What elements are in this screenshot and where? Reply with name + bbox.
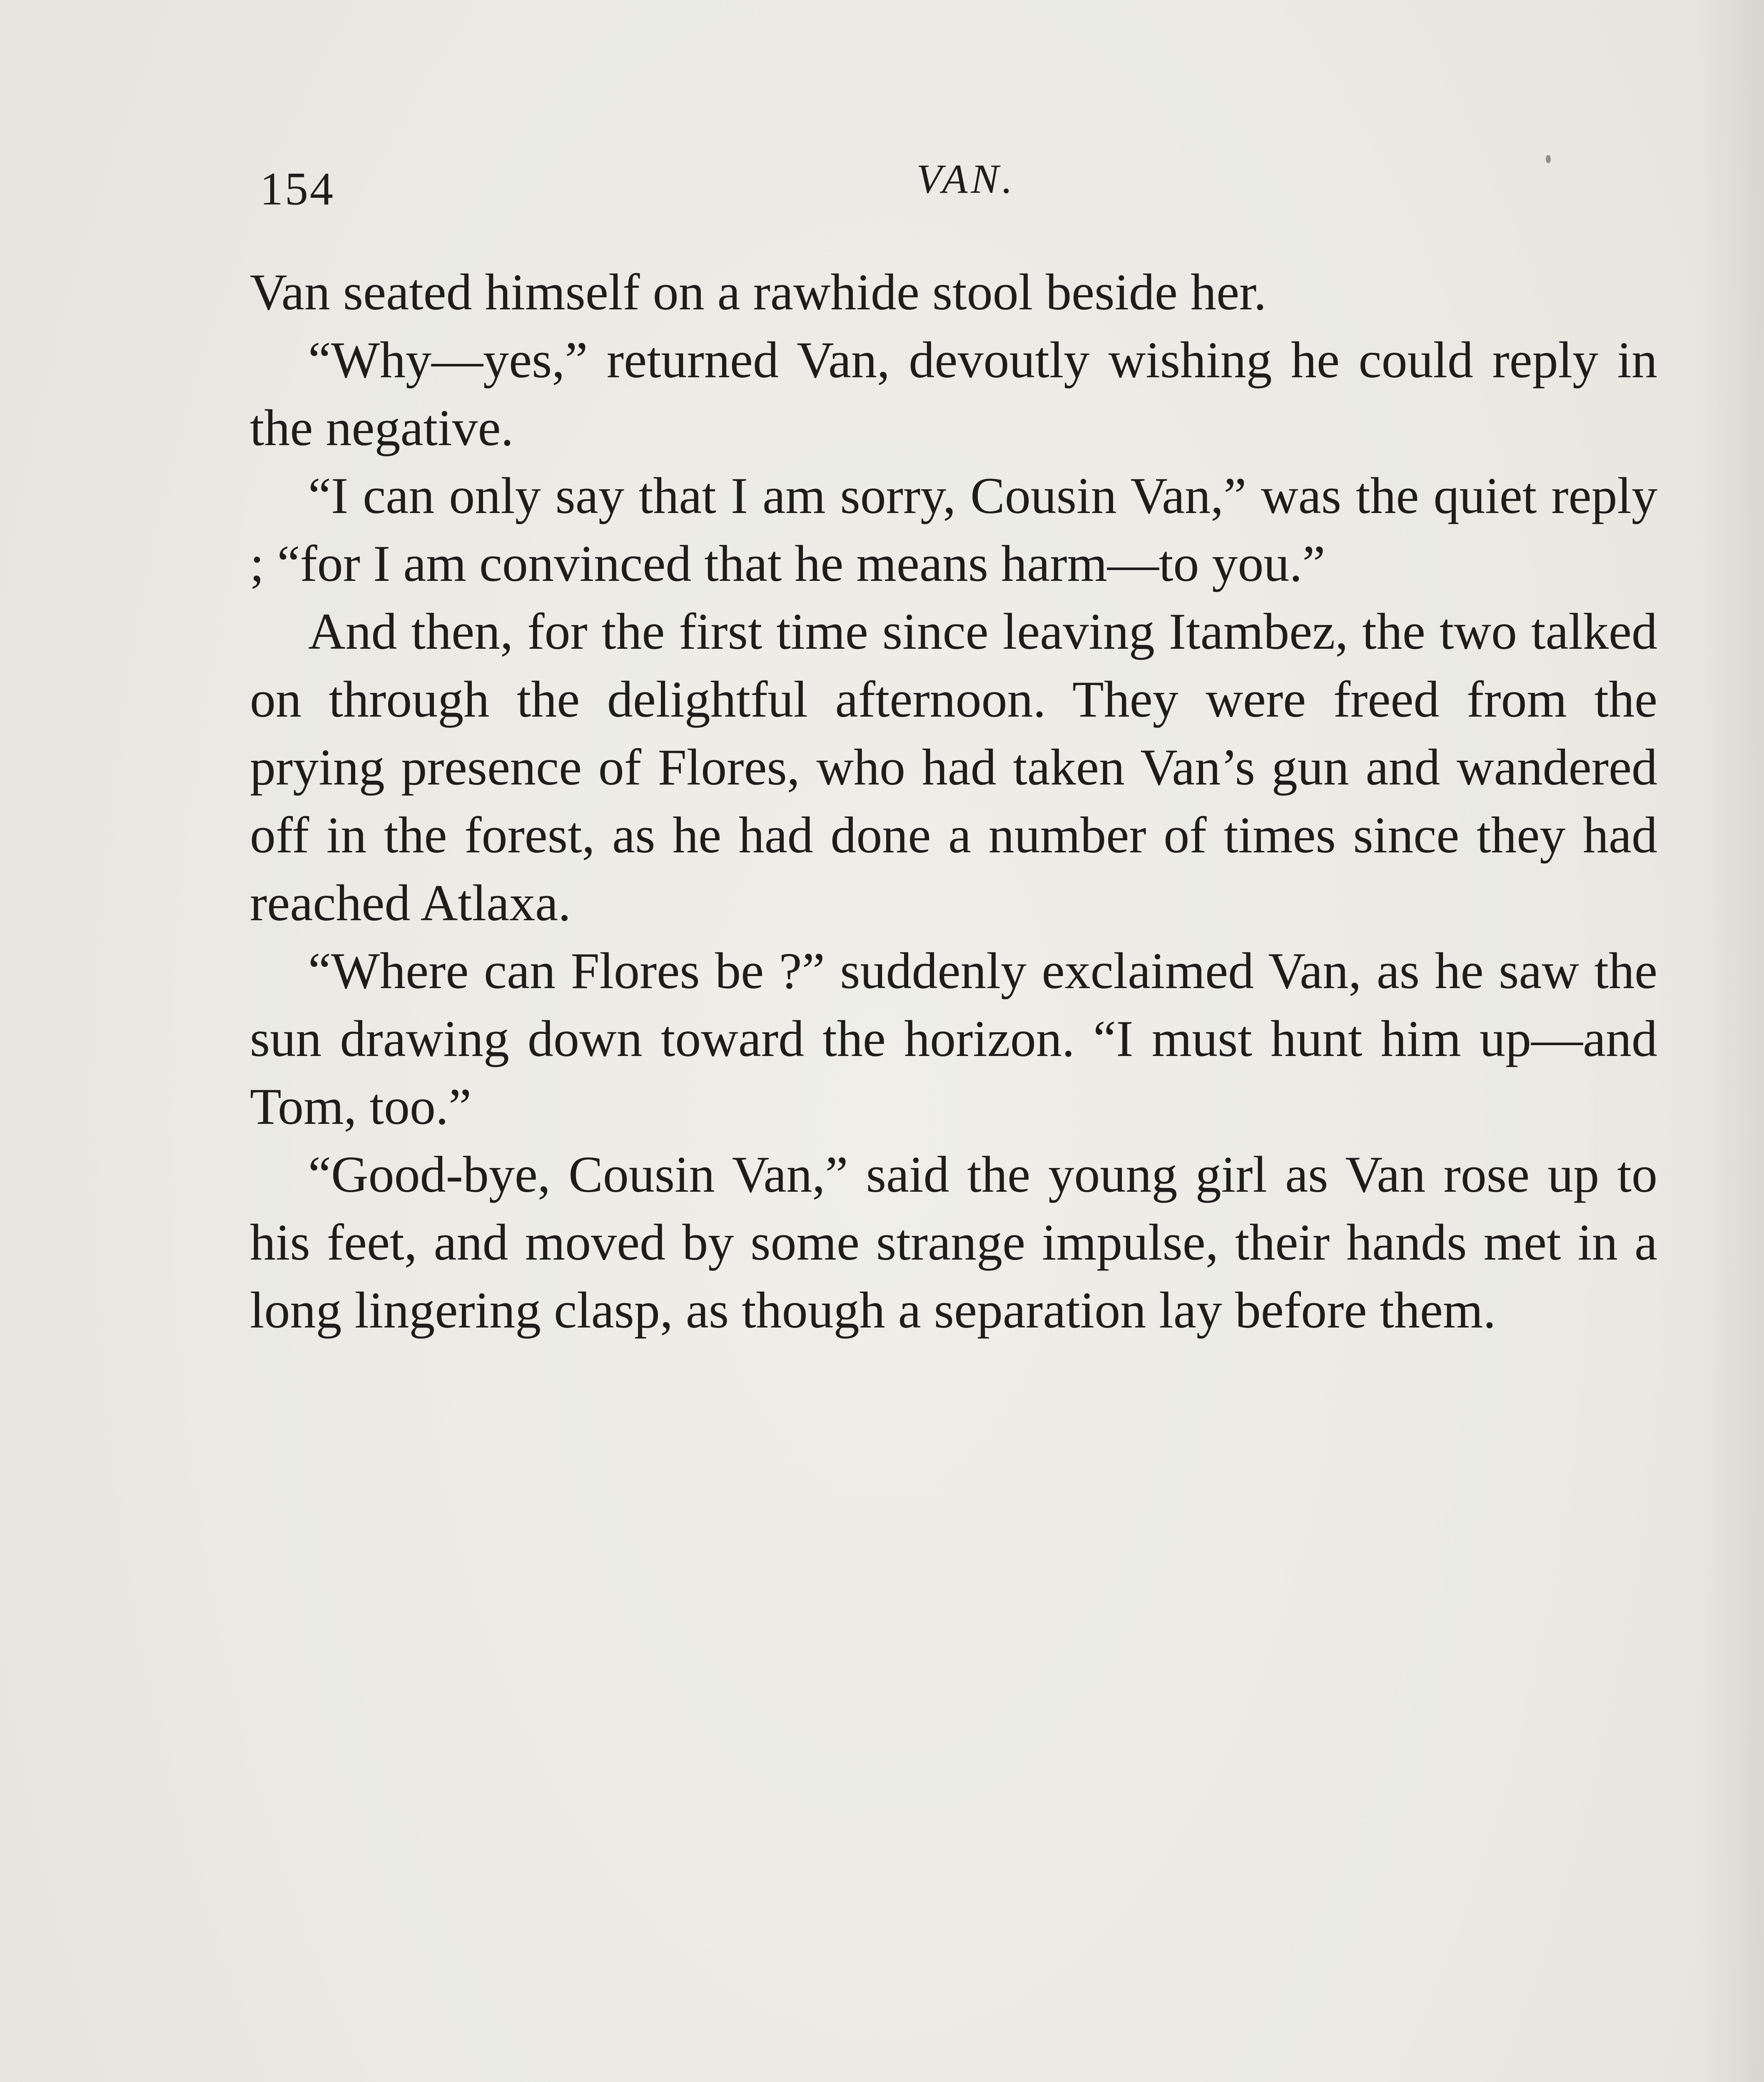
paragraph: “Why—yes,” returned Van, devoutly wishing he could reply in the negative.: [250, 331, 1657, 456]
running-head: [250, 156, 1657, 221]
paper-speck: [1546, 155, 1551, 163]
running-title: VAN.: [916, 156, 1016, 202]
paragraph: “Where can Flores be ?” suddenly exclaimed Van, as he saw the sun drawing down toward the horizon. “I must hunt him up—and Tom, too.”: [250, 942, 1657, 1135]
body-text: [250, 258, 1657, 1344]
paragraph: And then, for the first time since leaving Itambez, the two talked on through the delightful afternoon. They were freed from the prying presence of Flores, who had taken Van’s gun and wandered off in the forest, as he had done a number of times since they had reached Atlaxa.: [250, 603, 1657, 931]
page-edge-shadow: [1697, 0, 1764, 2082]
page-number: 154: [260, 163, 335, 215]
paragraph: “I can only say that I am sorry, Cousin Van,” was the quiet reply ; “for I am convinced that he means harm—to you.”: [250, 467, 1657, 592]
paragraph: Van seated himself on a rawhide stool beside her.: [250, 264, 1267, 321]
paragraph: “Good-bye, Cousin Van,” said the young girl as Van rose up to his feet, and moved by some strange impulse, their hands met in a long lingering clasp, as though a separation lay before them.: [250, 1146, 1657, 1339]
